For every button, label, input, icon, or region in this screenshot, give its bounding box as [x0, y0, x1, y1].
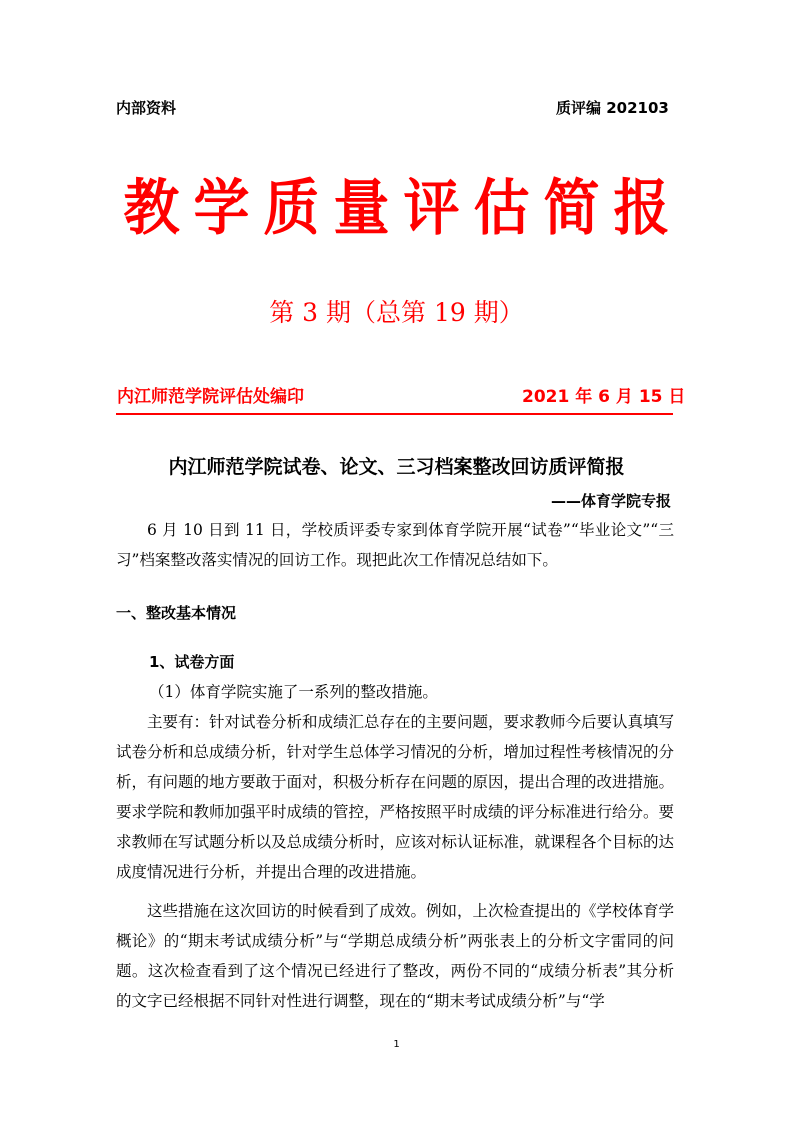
- masthead-title: 教学质量评估简报: [123, 172, 684, 244]
- document-code: 质评编 202103: [556, 99, 669, 117]
- masthead-divider: [116, 413, 673, 415]
- publish-date: 2021 年 6 月 15 日: [522, 387, 686, 407]
- intro-paragraph: 6 月 10 日到 11 日，学校质评委专家到体育学院开展“试卷”“毕业论文”“三习”档案整改落实情况的回访工作。现把此次工作情况总结如下。: [116, 521, 674, 569]
- results-paragraph: 这些措施在这次回访的时候看到了成效。例如，上次检查提出的《学校体育学概论》的“期末考试成绩分析”与“学期总成绩分析”两张表上的分析文字雷同的问题。这次检查看到了这个情况已经进行了整改，两份不同的“成绩分析表”其分析的文字已经根据不同针对性进行调整，现在的“期末考试成绩分析”与“学: [116, 902, 675, 1010]
- article-title: 内江师范学院试卷、论文、三习档案整改回访质评简报: [168, 456, 625, 478]
- page-number: 1: [393, 1039, 400, 1050]
- publisher-line: 内江师范学院评估处编印: [117, 387, 304, 407]
- section-heading: 一、整改基本情况: [116, 604, 237, 622]
- internal-material-label: 内部资料: [116, 99, 177, 117]
- list-item: （1）体育学院实施了一系列的整改措施。: [149, 683, 438, 701]
- measures-paragraph: 主要有：针对试卷分析和成绩汇总存在的主要问题，要求教师今后要认真填写试卷分析和总成绩分析，针对学生总体学习情况的分析，增加过程性考核情况的分析，有问题的地方要敢于面对，积极分析存在问题的原因，提出合理的改进措施。要求学院和教师加强平时成绩的管控，严格按照平时成绩的评分标准进行给分。要求教师在写试题分析以及总成绩分析时，应该对标认证标准，就课程各个目标的达成度情况进行分析，并提出合理的改进措施。: [116, 713, 675, 881]
- issue-number: 第 3 期（总第 19 期）: [269, 298, 524, 327]
- article-subtitle: ——体育学院专报: [550, 492, 671, 510]
- subsection-heading: 1、试卷方面: [149, 653, 235, 671]
